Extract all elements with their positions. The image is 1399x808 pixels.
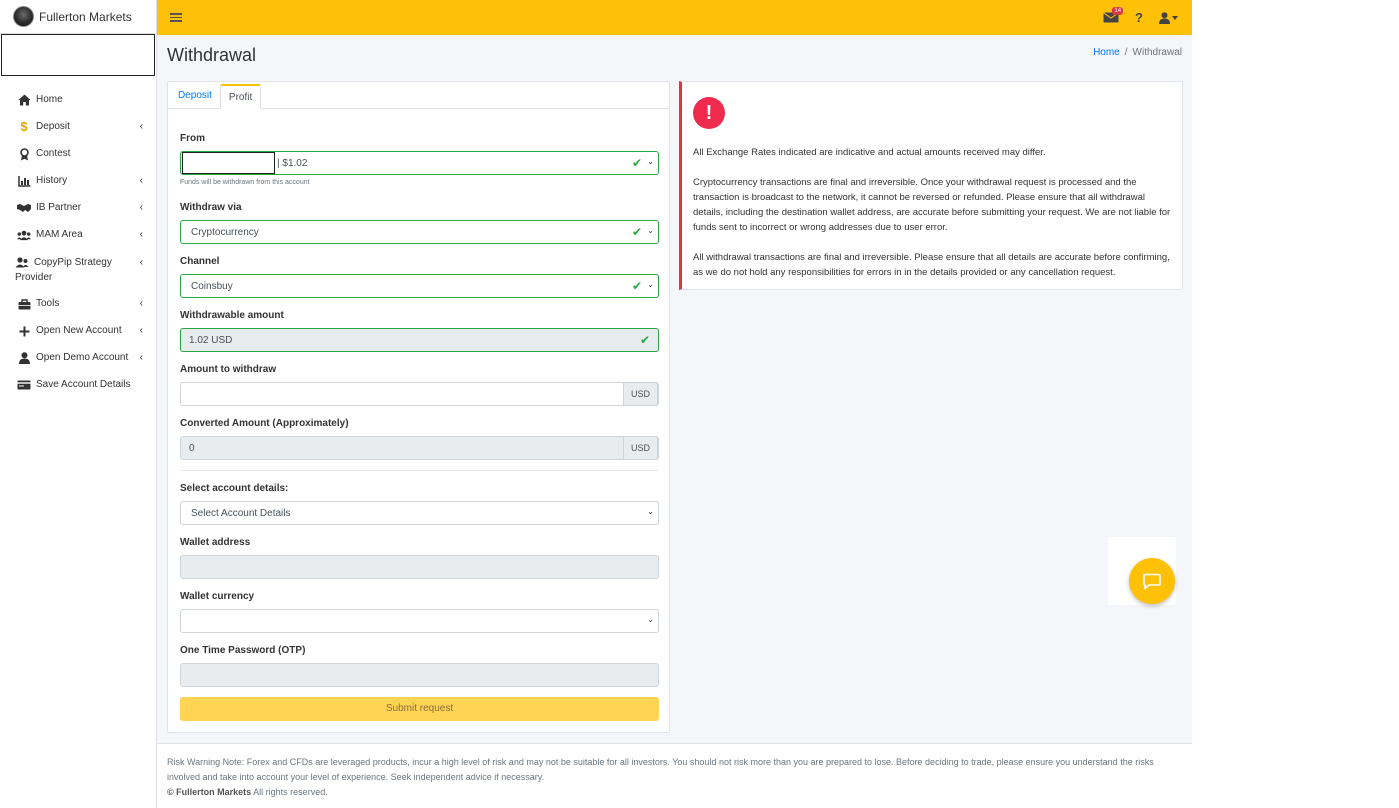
notifications-button[interactable]	[1103, 8, 1122, 23]
sidebar-item-label: Open New Account	[36, 325, 122, 336]
footer	[157, 743, 1192, 808]
notification-badge: 14	[1114, 8, 1122, 14]
amount-to-withdraw-input[interactable]	[180, 382, 659, 406]
withdraw-via-select[interactable]	[180, 220, 659, 244]
chevron-left-icon: ‹	[139, 325, 143, 336]
card-icon	[17, 378, 31, 392]
handshake-icon	[17, 201, 31, 215]
chevron-left-icon: ‹	[139, 175, 143, 186]
topbar	[157, 0, 1192, 35]
sidebar-item-label: MAM Area	[36, 229, 83, 240]
brand[interactable]	[0, 0, 156, 34]
withdraw-via-label: Withdraw via	[180, 202, 242, 213]
wallet-currency-select[interactable]	[180, 609, 659, 633]
chart-icon	[17, 174, 31, 188]
sidebar-item-label: Home	[36, 94, 63, 105]
sidebar-item-label: CopyPip Strategy Provider	[15, 257, 112, 283]
plus-icon	[17, 324, 31, 338]
account-details-select[interactable]	[180, 501, 659, 525]
chevron-left-icon: ‹	[139, 202, 143, 213]
copyright-brand: © Fullerton Markets	[167, 787, 252, 797]
notice-withdrawal-final: All withdrawal transactions are final and irreversible. Please ensure that all details are accurate before confirming, as we do not hold any responsibilities for errors in in the details provided or any cancellation request.	[693, 252, 1170, 278]
notice-crypto-irreversible: Cryptocurrency transactions are final and irreversible. Once your withdrawal request is processed and the transaction is broadcast to the network, it cannot be reversed or refunded. Please ensure that all withdrawal details, including the destination wallet address, are accurate before submitting your request. We are not liable for funds sent to incorrect or wrong addresses due to user error.	[693, 177, 1171, 233]
help-button[interactable]: ?	[1135, 10, 1143, 25]
converted-amount-value: 0	[189, 442, 195, 454]
sidebar-item-contest[interactable]	[0, 142, 157, 169]
tab-bar	[168, 82, 669, 109]
withdrawable-amount-label: Withdrawable amount	[180, 310, 284, 321]
chevron-down-icon: ⌄	[647, 507, 654, 516]
user-icon	[17, 351, 31, 365]
chat-button[interactable]	[1129, 558, 1175, 604]
sidebar-item-history[interactable]	[0, 169, 157, 196]
caret-down-icon	[1172, 16, 1178, 20]
withdraw-via-value: Cryptocurrency	[191, 226, 259, 238]
brand-name: Fullerton Markets	[39, 9, 132, 24]
topbar-actions	[1103, 10, 1178, 25]
breadcrumb-separator: /	[1124, 47, 1128, 58]
sidebar-item-label: Tools	[36, 298, 60, 309]
wallet-currency-label: Wallet currency	[180, 591, 255, 602]
tab-profit[interactable]: Profit	[220, 84, 261, 109]
sidebar-item-label: Contest	[36, 148, 71, 159]
page-title: Withdrawal	[167, 45, 257, 65]
notice-exchange-rates: All Exchange Rates indicated are indicative and actual amounts received may differ.	[693, 147, 1046, 158]
otp-label: One Time Password (OTP)	[180, 645, 306, 656]
chevron-left-icon: ‹	[139, 121, 143, 132]
sidebar-item-label: IB Partner	[36, 202, 82, 213]
form-divider	[180, 470, 659, 471]
risk-warning-text: Risk Warning Note: Forex and CFDs are leveraged products, incur a high level of risk and may not be suitable for all investors. You should not risk more than you are prepared to lose. Before deciding to trade, please ensure you understand the risks involved and take into account your level of experience. Seek independent advice if necessary.	[167, 757, 1154, 782]
sidebar-item-label: History	[36, 175, 68, 186]
chevron-down-icon: ⌄	[647, 226, 654, 235]
menu-toggle-icon[interactable]	[170, 13, 182, 22]
withdrawal-form-card	[167, 81, 670, 733]
user-info-box	[1, 34, 155, 76]
sidebar-item-save-account-details[interactable]	[0, 373, 157, 400]
chat-widget	[1108, 537, 1176, 605]
check-icon: ✔	[639, 333, 650, 347]
sidebar-item-mam-area[interactable]	[0, 223, 157, 250]
sidebar-item-open-demo-account[interactable]	[0, 346, 157, 373]
toolbox-icon	[17, 297, 31, 311]
sidebar	[0, 0, 157, 808]
user-menu-button[interactable]	[1159, 12, 1178, 24]
tab-deposit[interactable]: Deposit	[178, 90, 212, 101]
amount-to-withdraw-label: Amount to withdraw	[180, 364, 277, 375]
chevron-down-icon: ⌄	[647, 615, 654, 624]
from-account-select[interactable]	[180, 151, 659, 175]
sidebar-item-tools[interactable]	[0, 292, 157, 319]
amount-currency-addon: USD	[623, 382, 658, 406]
copyright-rest: All rights reserved.	[253, 787, 328, 797]
from-help-text: Funds will be withdrawn from this account	[180, 179, 310, 186]
converted-currency-addon: USD	[623, 436, 658, 460]
breadcrumb-current: Withdrawal	[1132, 47, 1182, 58]
users-icon	[17, 228, 31, 242]
home-icon	[17, 93, 31, 107]
dollar-icon: $	[20, 119, 28, 134]
sidebar-item-label: Open Demo Account	[36, 352, 129, 363]
otp-input[interactable]	[180, 663, 659, 687]
user-group-icon	[15, 255, 29, 269]
account-details-value: Select Account Details	[191, 507, 291, 519]
check-icon: ✔	[631, 156, 642, 170]
converted-amount-field	[180, 436, 659, 460]
check-icon: ✔	[631, 279, 642, 293]
chevron-left-icon: ‹	[139, 257, 143, 268]
user-icon	[1159, 12, 1170, 24]
submit-request-button[interactable]: Submit request	[180, 697, 659, 721]
from-account-value: | $1.02	[277, 157, 308, 169]
sidebar-item-open-new-account[interactable]	[0, 319, 157, 346]
withdrawal-notice-card	[679, 81, 1183, 290]
sidebar-item-ib-partner[interactable]	[0, 196, 157, 223]
main-content	[157, 35, 1192, 743]
chevron-left-icon: ‹	[139, 229, 143, 240]
withdrawable-amount-field	[180, 328, 659, 352]
wallet-address-label: Wallet address	[180, 537, 251, 548]
brand-logo-icon	[13, 6, 34, 27]
sidebar-item-home[interactable]	[0, 88, 157, 115]
chevron-down-icon: ⌄	[647, 280, 654, 289]
converted-amount-label: Converted Amount (Approximately)	[180, 418, 349, 429]
sidebar-nav	[0, 88, 157, 400]
channel-label: Channel	[180, 256, 220, 267]
check-icon: ✔	[631, 225, 642, 239]
account-number-masked	[182, 152, 275, 174]
sidebar-item-deposit[interactable]	[0, 115, 157, 142]
copyright	[167, 785, 1182, 800]
wallet-address-field	[180, 555, 659, 579]
breadcrumb-home-link[interactable]: Home	[1093, 47, 1120, 58]
sidebar-item-label-wrap	[15, 255, 157, 285]
breadcrumb	[1093, 47, 1182, 58]
channel-value: Coinsbuy	[191, 280, 233, 292]
account-details-label: Select account details:	[180, 483, 289, 494]
chevron-left-icon: ‹	[139, 352, 143, 363]
from-label: From	[180, 133, 205, 144]
sidebar-item-label: Deposit	[36, 121, 70, 132]
sidebar-item-label: Save Account Details	[36, 379, 131, 390]
withdrawable-amount-value: 1.02 USD	[189, 334, 233, 346]
exclamation-icon: !	[693, 97, 725, 129]
chat-bubble-icon	[1143, 573, 1161, 590]
award-icon	[17, 147, 31, 161]
channel-select[interactable]	[180, 274, 659, 298]
chevron-down-icon: ⌄	[647, 157, 654, 166]
sidebar-item-copypip-strategy-provider[interactable]	[0, 250, 157, 292]
chevron-left-icon: ‹	[139, 298, 143, 309]
